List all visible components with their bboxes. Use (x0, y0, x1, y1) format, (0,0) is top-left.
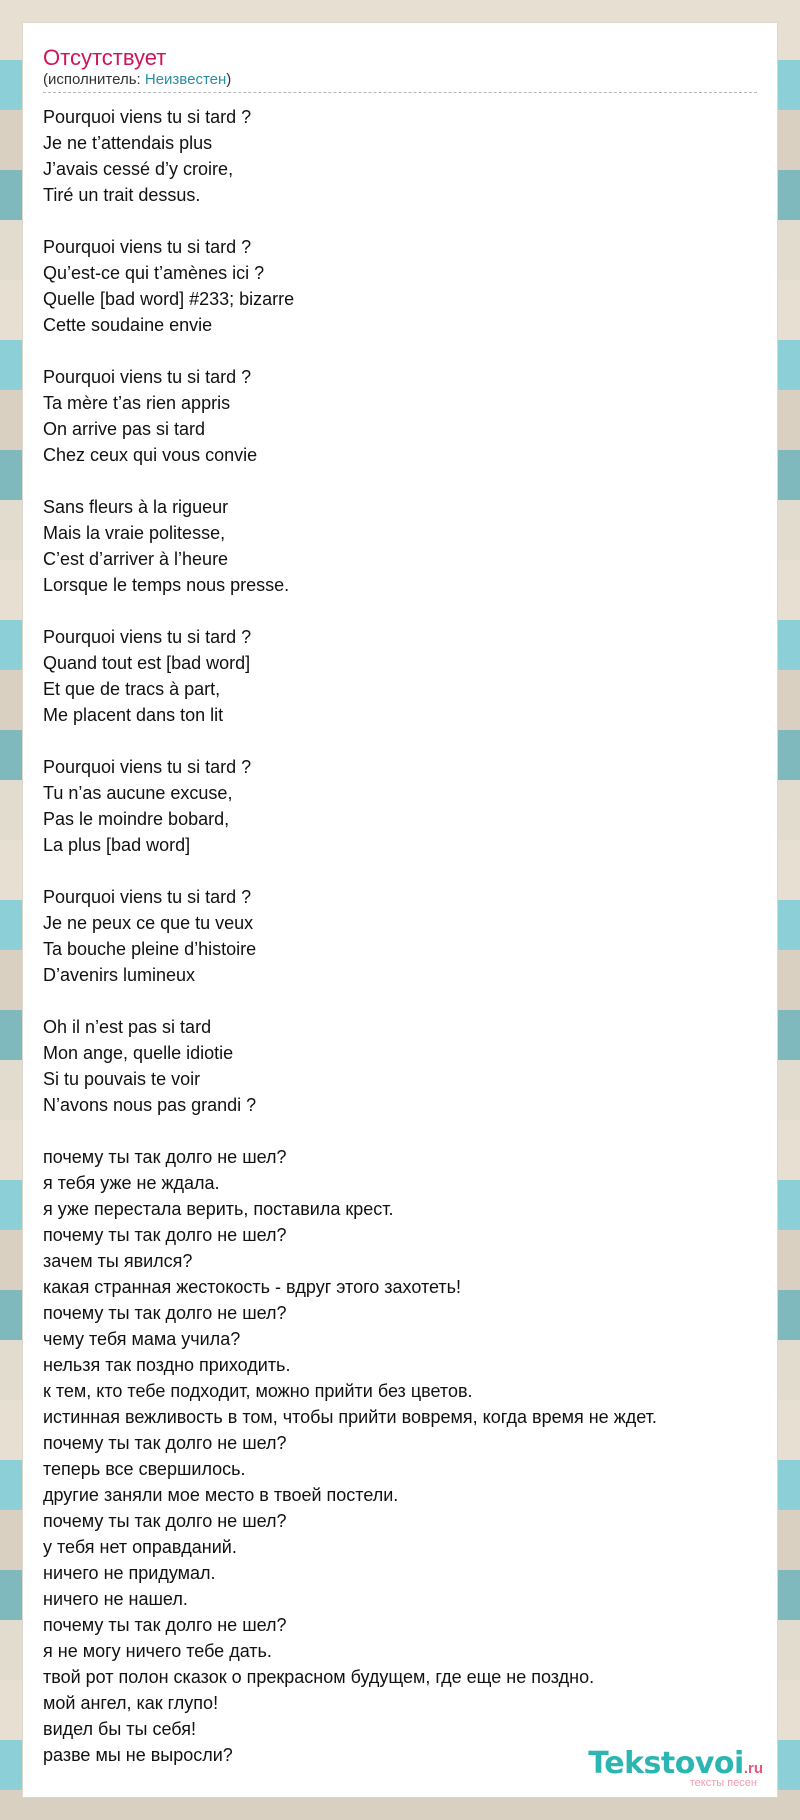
lyrics-stanza (43, 624, 757, 728)
lyric-line: почему ты так долго не шел? (43, 1615, 287, 1635)
logo-name: Tekstovoi (588, 1746, 744, 1781)
lyric-line: ничего не нашел. (43, 1589, 188, 1609)
lyric-line: Chez ceux qui vous convie (43, 445, 258, 465)
lyric-line: чему тебя мама учила? (43, 1329, 241, 1349)
song-title: Отсутствует (43, 45, 167, 70)
lyric-line: почему ты так долго не шел? (43, 1225, 287, 1245)
lyric-line: Pourquoi viens tu si tard ? (43, 107, 252, 127)
lyric-line: Tu n’as aucune excuse, (43, 783, 233, 803)
lyric-line: у тебя нет оправданий. (43, 1537, 237, 1557)
artist-line (43, 71, 757, 93)
lyric-line: зачем ты явился? (43, 1251, 193, 1271)
lyric-line: C’est d’arriver à l’heure (43, 549, 229, 569)
lyrics-card (22, 22, 778, 1798)
lyrics-stanza (43, 364, 757, 468)
lyric-line: Et que de tracs à part, (43, 679, 221, 699)
lyrics-stanza (43, 494, 757, 598)
lyric-line: Je ne t’attendais plus (43, 133, 213, 153)
lyrics-stanza (43, 1014, 757, 1118)
lyric-line: Sans fleurs à la rigueur (43, 497, 229, 517)
lyric-line: к тем, кто тебе подходит, можно прийти без цветов. (43, 1381, 473, 1401)
lyrics-body (43, 104, 757, 1768)
lyric-line: Quand tout est [bad word] (43, 653, 251, 673)
lyric-line: почему ты так долго не шел? (43, 1433, 287, 1453)
artist-link[interactable]: Неизвестен (144, 71, 227, 88)
lyric-line: Pourquoi viens tu si tard ? (43, 757, 252, 777)
lyric-line: Pourquoi viens tu si tard ? (43, 627, 252, 647)
site-logo[interactable] (588, 1746, 763, 1789)
lyric-line: Lorsque le temps nous presse. (43, 575, 290, 595)
lyric-line: Pas le moindre bobard, (43, 809, 230, 829)
lyric-line: N’avons nous pas grandi ? (43, 1095, 257, 1115)
lyric-line: разве мы не выросли? (43, 1745, 233, 1765)
logo-tld: .ru (743, 1760, 763, 1777)
lyric-line: твой рот полон сказок о прекрасном будущем, где еще не поздно. (43, 1667, 595, 1687)
lyric-line: Pourquoi viens tu si tard ? (43, 887, 252, 907)
lyric-line: J’avais cessé d’y croire, (43, 159, 234, 179)
lyric-line: Oh il n’est pas si tard (43, 1017, 212, 1037)
lyric-line: Mon ange, quelle idiotie (43, 1043, 234, 1063)
lyric-line: Pourquoi viens tu si tard ? (43, 237, 252, 257)
lyric-line: почему ты так долго не шел? (43, 1147, 287, 1167)
lyric-line: теперь все свершилось. (43, 1459, 246, 1479)
lyric-line: La plus [bad word] (43, 835, 191, 855)
lyric-line: мой ангел, как глупо! (43, 1693, 219, 1713)
lyric-line: Tiré un trait dessus. (43, 185, 201, 205)
lyrics-stanza (43, 1144, 757, 1768)
lyric-line: Me placent dans ton lit (43, 705, 224, 725)
lyric-line: почему ты так долго не шел? (43, 1303, 287, 1323)
lyric-line: ничего не придумал. (43, 1563, 216, 1583)
lyric-line: нельзя так поздно приходить. (43, 1355, 291, 1375)
lyric-line: Si tu pouvais te voir (43, 1069, 201, 1089)
artist-prefix: (исполнитель: (43, 71, 145, 88)
artist-suffix: ) (226, 71, 232, 88)
lyric-line: On arrive pas si tard (43, 419, 206, 439)
lyric-line: почему ты так долго не шел? (43, 1511, 287, 1531)
lyric-line: Je ne peux ce que tu veux (43, 913, 254, 933)
lyrics-stanza (43, 754, 757, 858)
lyrics-stanza (43, 234, 757, 338)
lyric-line: Quelle [bad word] #233; bizarre (43, 289, 295, 309)
lyric-line: Mais la vraie politesse, (43, 523, 226, 543)
logo-tagline: тексты песен (689, 1777, 757, 1789)
lyric-line: истинная вежливость в том, чтобы прийти вовремя, когда время не ждет. (43, 1407, 657, 1427)
lyric-line: я не могу ничего тебе дать. (43, 1641, 272, 1661)
lyrics-stanza (43, 104, 757, 208)
lyrics-stanza (43, 884, 757, 988)
lyric-line: Qu’est-ce qui t’amènes ici ? (43, 263, 265, 283)
lyric-line: Ta bouche pleine d’histoire (43, 939, 257, 959)
lyric-line: Pourquoi viens tu si tard ? (43, 367, 252, 387)
lyric-line: видел бы ты себя! (43, 1719, 196, 1739)
lyric-line: я тебя уже не ждала. (43, 1173, 220, 1193)
lyric-line: другие заняли мое место в твоей постели. (43, 1485, 399, 1505)
lyric-line: D’avenirs lumineux (43, 965, 196, 985)
lyric-line: я уже перестала верить, поставила крест. (43, 1199, 394, 1219)
lyric-line: Cette soudaine envie (43, 315, 213, 335)
lyric-line: Ta mère t’as rien appris (43, 393, 231, 413)
lyric-line: какая странная жестокость - вдруг этого захотеть! (43, 1277, 462, 1297)
